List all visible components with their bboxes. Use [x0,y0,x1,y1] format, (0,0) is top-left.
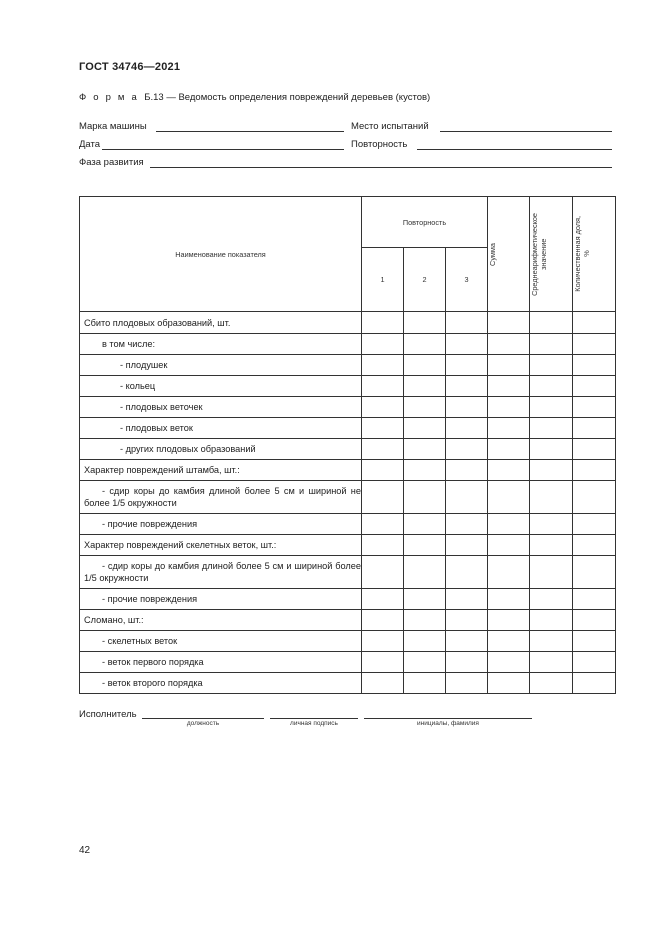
indicator-label: Характер повреждений скелетных веток, шт.: [80,535,362,556]
table-row [80,460,616,481]
value-cell[interactable] [446,535,488,556]
value-cell[interactable] [488,376,530,397]
table-row [80,334,616,355]
value-cell[interactable] [573,631,616,652]
value-cell[interactable] [446,610,488,631]
value-cell[interactable] [446,355,488,376]
value-cell[interactable] [362,418,404,439]
form-prefix: Ф о р м а [79,92,139,103]
value-cell[interactable] [362,481,404,514]
value-cell[interactable] [488,673,530,694]
position-caption: должность [186,720,220,727]
value-cell[interactable] [362,334,404,355]
value-cell[interactable] [404,312,446,334]
value-cell[interactable] [573,439,616,460]
value-cell[interactable] [530,376,573,397]
value-cell[interactable] [530,460,573,481]
indicator-label: - плодушек [80,355,362,376]
indicator-label: - других плодовых образований [80,439,362,460]
value-cell[interactable] [530,334,573,355]
table-row [80,312,616,334]
indicator-label: Характер повреждений штамба, шт.: [80,460,362,481]
name-caption: инициалы, фамилия [417,720,479,727]
repetition-header: Повторность [362,197,488,248]
value-cell[interactable] [530,312,573,334]
value-cell[interactable] [362,376,404,397]
value-cell[interactable] [488,481,530,514]
value-cell[interactable] [530,418,573,439]
value-cell[interactable] [404,631,446,652]
value-cell[interactable] [573,418,616,439]
value-cell[interactable] [404,673,446,694]
value-cell[interactable] [573,673,616,694]
indicator-label: - плодовых веточек [80,397,362,418]
value-cell[interactable] [573,589,616,610]
value-cell[interactable] [404,514,446,535]
indicator-label: в том числе: [80,334,362,355]
damage-table [79,196,616,694]
date-label: Дата [79,139,101,150]
value-cell[interactable] [488,460,530,481]
value-cell[interactable] [530,610,573,631]
name-field[interactable] [364,718,532,719]
value-cell[interactable] [404,460,446,481]
table-row [80,418,616,439]
position-field[interactable] [142,718,264,719]
value-cell[interactable] [488,610,530,631]
executor-label: Исполнитель [79,709,137,720]
value-cell[interactable] [404,481,446,514]
value-cell[interactable] [573,397,616,418]
value-cell[interactable] [573,535,616,556]
value-cell[interactable] [530,481,573,514]
share-header-text: Количественная доля, % [573,216,592,292]
machine-field[interactable] [156,131,344,132]
value-cell[interactable] [530,439,573,460]
value-cell[interactable] [446,514,488,535]
value-cell[interactable] [488,355,530,376]
value-cell[interactable] [446,556,488,589]
value-cell[interactable] [573,652,616,673]
table-row [80,631,616,652]
indicator-header: Наименование показателя [80,197,362,312]
value-cell[interactable] [488,418,530,439]
value-cell[interactable] [362,397,404,418]
value-cell[interactable] [530,397,573,418]
indicator-label: - кольец [80,376,362,397]
value-cell[interactable] [446,460,488,481]
sum-header-text: Сумма [488,242,498,266]
value-cell[interactable] [362,556,404,589]
value-cell[interactable] [446,439,488,460]
table-row [80,397,616,418]
value-cell[interactable] [362,673,404,694]
signature-caption: личная подпись [290,720,338,727]
value-cell[interactable] [573,460,616,481]
value-cell[interactable] [446,312,488,334]
share-header [573,197,616,312]
value-cell[interactable] [404,334,446,355]
value-cell[interactable] [362,535,404,556]
test-site-field[interactable] [440,131,612,132]
value-cell[interactable] [404,610,446,631]
value-cell[interactable] [530,673,573,694]
date-field[interactable] [102,149,344,150]
value-cell[interactable] [446,397,488,418]
table-body [80,312,616,694]
document-code: ГОСТ 34746—2021 [79,61,181,73]
repetition-field[interactable] [417,149,612,150]
table-row [80,673,616,694]
phase-field[interactable] [150,167,612,168]
indicator-label: - сдир коры до камбия длиной более 5 см и шириной не более 1/5 окружности [80,481,362,514]
value-cell[interactable] [362,514,404,535]
table-row [80,535,616,556]
indicator-label: - веток первого порядка [80,652,362,673]
rep2-header: 2 [404,248,446,312]
value-cell[interactable] [446,481,488,514]
value-cell[interactable] [404,376,446,397]
value-cell[interactable] [530,589,573,610]
table-row [80,376,616,397]
phase-label: Фаза развития [79,157,144,168]
value-cell[interactable] [488,652,530,673]
value-cell[interactable] [488,334,530,355]
value-cell[interactable] [404,418,446,439]
value-cell[interactable] [404,439,446,460]
value-cell[interactable] [404,397,446,418]
form-title [79,92,430,103]
table-row [80,610,616,631]
value-cell[interactable] [362,610,404,631]
value-cell[interactable] [573,514,616,535]
rep3-header: 3 [446,248,488,312]
table-row [80,481,616,514]
indicator-label: - прочие повреждения [80,589,362,610]
value-cell[interactable] [573,334,616,355]
value-cell[interactable] [362,312,404,334]
value-cell[interactable] [362,631,404,652]
table-row [80,439,616,460]
value-cell[interactable] [446,652,488,673]
value-cell[interactable] [362,439,404,460]
indicator-label: Сбито плодовых образований, шт. [80,312,362,334]
value-cell[interactable] [404,556,446,589]
table-row [80,355,616,376]
value-cell[interactable] [446,673,488,694]
form-name: Б.13 — Ведомость определения повреждений деревьев (кустов) [144,92,431,103]
rep1-header: 1 [362,248,404,312]
indicator-label: - веток второго порядка [80,673,362,694]
value-cell[interactable] [446,334,488,355]
value-cell[interactable] [530,556,573,589]
mean-header-text: Среднеарифметическое значение [530,212,549,296]
table-row [80,514,616,535]
value-cell[interactable] [446,631,488,652]
value-cell[interactable] [446,376,488,397]
value-cell[interactable] [573,481,616,514]
table-row [80,652,616,673]
value-cell[interactable] [530,631,573,652]
table-row [80,556,616,589]
value-cell[interactable] [446,589,488,610]
value-cell[interactable] [362,652,404,673]
value-cell[interactable] [573,312,616,334]
indicator-label: - прочие повреждения [80,514,362,535]
value-cell[interactable] [362,355,404,376]
table-row [80,589,616,610]
value-cell[interactable] [573,556,616,589]
value-cell[interactable] [488,439,530,460]
value-cell[interactable] [446,418,488,439]
test-site-label: Место испытаний [351,121,429,132]
value-cell[interactable] [573,355,616,376]
page-number: 42 [79,845,91,856]
value-cell[interactable] [530,355,573,376]
value-cell[interactable] [404,652,446,673]
value-cell[interactable] [362,589,404,610]
repetition-label: Повторность [351,139,408,150]
signature-field[interactable] [270,718,358,719]
value-cell[interactable] [362,460,404,481]
sum-header [488,197,530,312]
value-cell[interactable] [530,652,573,673]
value-cell[interactable] [404,355,446,376]
value-cell[interactable] [573,610,616,631]
value-cell[interactable] [404,535,446,556]
value-cell[interactable] [404,589,446,610]
value-cell[interactable] [488,397,530,418]
value-cell[interactable] [488,514,530,535]
value-cell[interactable] [530,514,573,535]
machine-label: Марка машины [79,121,147,132]
value-cell[interactable] [573,376,616,397]
value-cell[interactable] [488,312,530,334]
value-cell[interactable] [488,589,530,610]
indicator-label: - плодовых веток [80,418,362,439]
mean-header [530,197,573,312]
indicator-label: - скелетных веток [80,631,362,652]
value-cell[interactable] [530,535,573,556]
value-cell[interactable] [488,631,530,652]
value-cell[interactable] [488,535,530,556]
indicator-label: Сломано, шт.: [80,610,362,631]
indicator-label: - сдир коры до камбия длиной более 5 см и шириной более 1/5 окружности [80,556,362,589]
value-cell[interactable] [488,556,530,589]
